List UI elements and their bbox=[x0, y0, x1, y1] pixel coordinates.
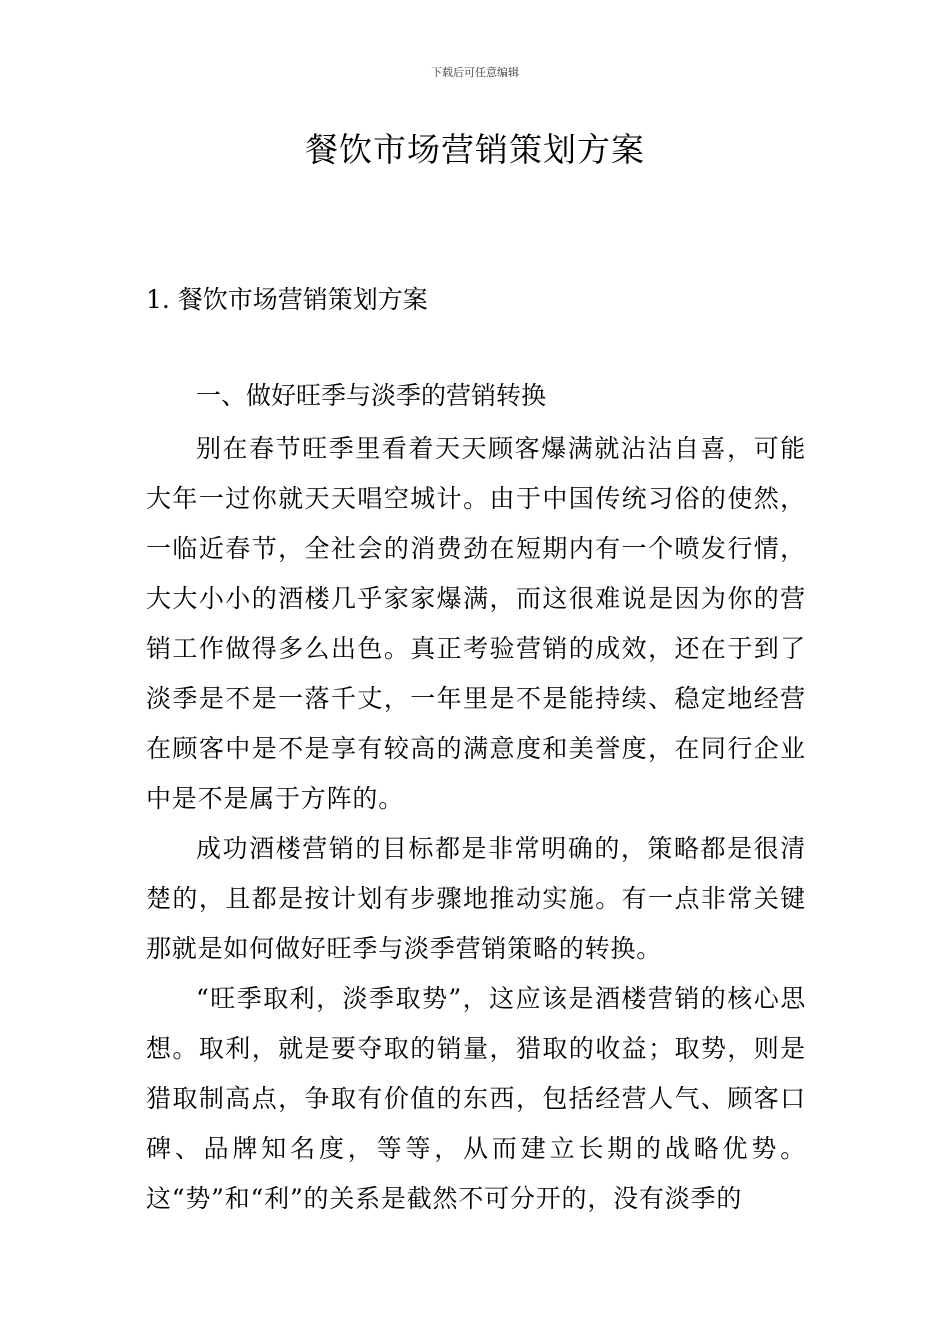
paragraph: “旺季取利，淡季取势”，这应该是酒楼营销的核心思想。取利，就是要夺取的销量，猎取的收益；取势，则是猎取制高点，争取有价值的东西，包括经营人气、顾客口碑、品牌知名度，等等，从而建立长期的战略优势。这“势”和“利”的关系是截然不可分开的，没有淡季的 bbox=[146, 984, 806, 1213]
document-title: 餐饮市场营销策划方案 bbox=[305, 130, 645, 169]
subheading: 一、做好旺季与淡季的营销转换 bbox=[196, 381, 547, 410]
body-text bbox=[146, 424, 806, 1224]
section-heading: 1. 餐饮市场营销策划方案 bbox=[146, 285, 428, 314]
paragraph: 别在春节旺季里看着天天顾客爆满就沾沾自喜，可能大年一过你就天天唱空城计。由于中国传统习俗的使然，一临近春节，全社会的消费劲在短期内有一个喷发行情，大大小小的酒楼几乎家家爆满，而这很难说是因为你的营销工作做得多么出色。真正考验营销的成效，还在于到了淡季是不是一落千丈，一年里是不是能持续、稳定地经营在顾客中是不是享有较高的满意度和美誉度，在同行企业中是不是属于方阵的。 bbox=[146, 434, 806, 813]
header-note: 下载后可任意编辑 bbox=[431, 66, 519, 79]
paragraph: 成功酒楼营销的目标都是非常明确的，策略都是很清楚的，且都是按计划有步骤地推动实施。有一点非常关键那就是如何做好旺季与淡季营销策略的转换。 bbox=[146, 834, 806, 963]
